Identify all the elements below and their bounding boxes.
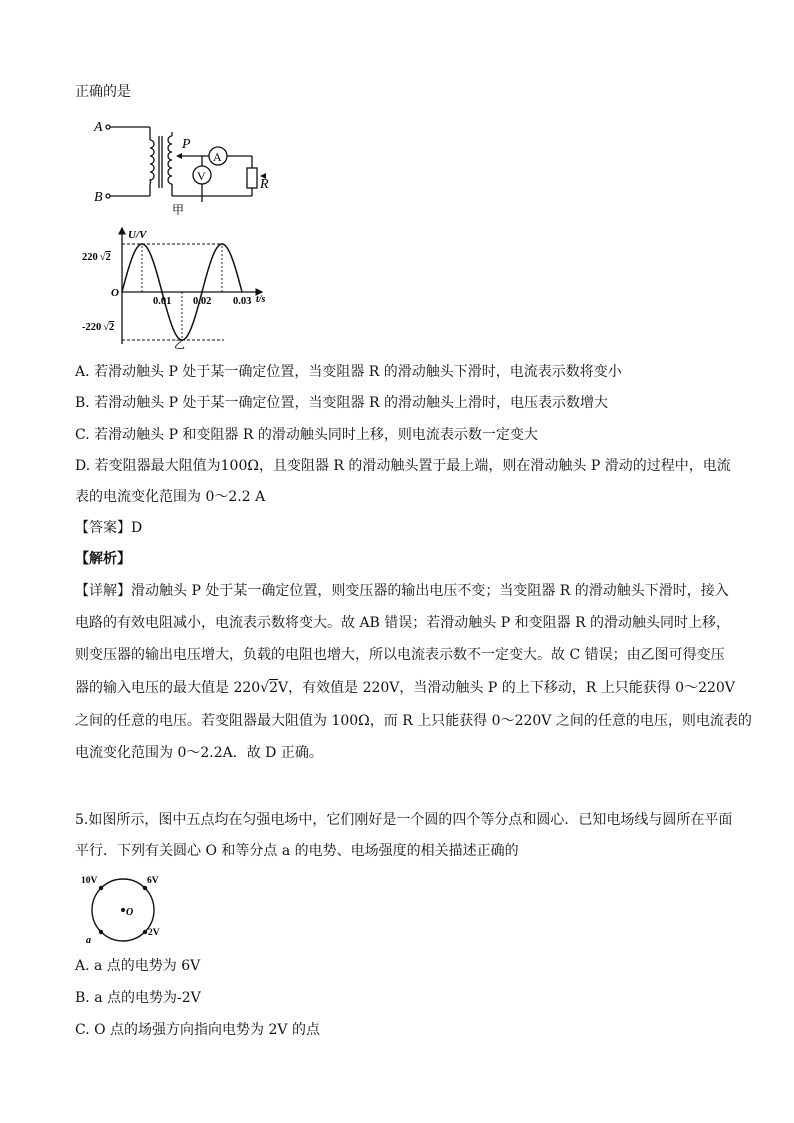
detail-line-6: 电流变化范围为 0～2.2A．故 D 正确。 (75, 745, 323, 761)
q5-option-c: C. O 点的场强方向指向电势为 2V 的点 (75, 1022, 320, 1038)
x-tick-label: 0.03 (233, 296, 252, 307)
detail-line-2: 电路的有效电阻减小，电流表示数将变大。故 AB 错误；若滑动触头 P 和变阻器 R 的滑动触头同时上移， (75, 615, 731, 631)
option-d-line1: D. 若变阻器最大阻值为100Ω，且变阻器 R 的滑动触头置于最上端，则在滑动触头 P 滑动的过程中，电流 (75, 458, 731, 474)
option-b: B. 若滑动触头 P 处于某一确定位置，当变阻器 R 的滑动触头上滑时，电压表示数增大 (75, 395, 608, 411)
ammeter-label: A (213, 150, 222, 164)
detail-line-4: 器的输入电压的最大值是 220√2V，有效值是 220V，当滑动触头 P 的上下移动，R 上只能获得 0～220V (75, 680, 735, 696)
figure-yi-chart (80, 222, 280, 350)
figure-yi-caption: 乙 (174, 339, 185, 350)
top-text: 正确的是 (75, 84, 131, 100)
circle-label-a: a (86, 935, 91, 946)
x-unit-label: t/s (256, 294, 266, 305)
slider-p-label: P (182, 137, 191, 152)
origin-label: O (111, 287, 119, 299)
q5-stem-line2: 平行．下列有关圆心 O 和等分点 a 的电势、电场强度的相关描述正确的 (75, 843, 519, 859)
voltmeter-label: V (197, 169, 206, 183)
q5-option-b: B. a 点的电势为-2V (75, 990, 201, 1006)
answer-label: 【答案】D (75, 520, 143, 536)
q5-option-a: A. a 点的电势为 6V (75, 958, 201, 974)
analysis-label: 【解析】 (75, 551, 131, 567)
circle-label-2v: 2V (148, 928, 160, 938)
y-min-label: -220 √2 (82, 322, 115, 333)
figure-jia-caption: 甲 (172, 203, 185, 215)
circle-label-6v: 6V (147, 876, 159, 886)
detail-line-5: 之间的任意的电压。若变阻器最大阻值为 100Ω，而 R 上只能获得 0～220V 之间的任意的电压，则电流表的 (75, 713, 752, 729)
terminal-a-label: A (94, 120, 103, 135)
terminal-b-label: B (94, 190, 103, 205)
detail-line-1: 【详解】滑动触头 P 处于某一确定位置，则变压器的输出电压不变；当变阻器 R 的滑动触头下滑时，接入 (75, 583, 729, 599)
detail-line-3: 则变压器的输出电压增大，负载的电阻也增大，所以电流表示数不一定变大。故 C 错误；由乙图可得变压 (75, 647, 725, 663)
y-max-label: 220 √2 (82, 252, 111, 263)
figure-circle (80, 870, 180, 948)
q5-stem-line1: 5.如图所示，图中五点均在匀强电场中，它们刚好是一个圆的四个等分点和圆心．已知电场线与圆所在平面 (75, 812, 733, 828)
option-d-line2: 表的电流变化范围为 0～2.2 A (75, 489, 266, 505)
figure-jia-circuit (90, 110, 280, 215)
x-tick-label: 0.02 (193, 296, 212, 307)
x-tick-label: 0.01 (153, 296, 172, 307)
option-a: A. 若滑动触头 P 处于某一确定位置，当变阻器 R 的滑动触头下滑时，电流表示数将变小 (75, 364, 622, 380)
resistor-r-label: R (260, 177, 269, 192)
option-c: C. 若滑动触头 P 和变阻器 R 的滑动触头同时上移，则电流表示数一定变大 (75, 427, 538, 443)
circle-label-10v: 10V (81, 876, 98, 886)
y-axis-label: U/V (128, 229, 147, 241)
circle-center-label: O (126, 907, 134, 918)
